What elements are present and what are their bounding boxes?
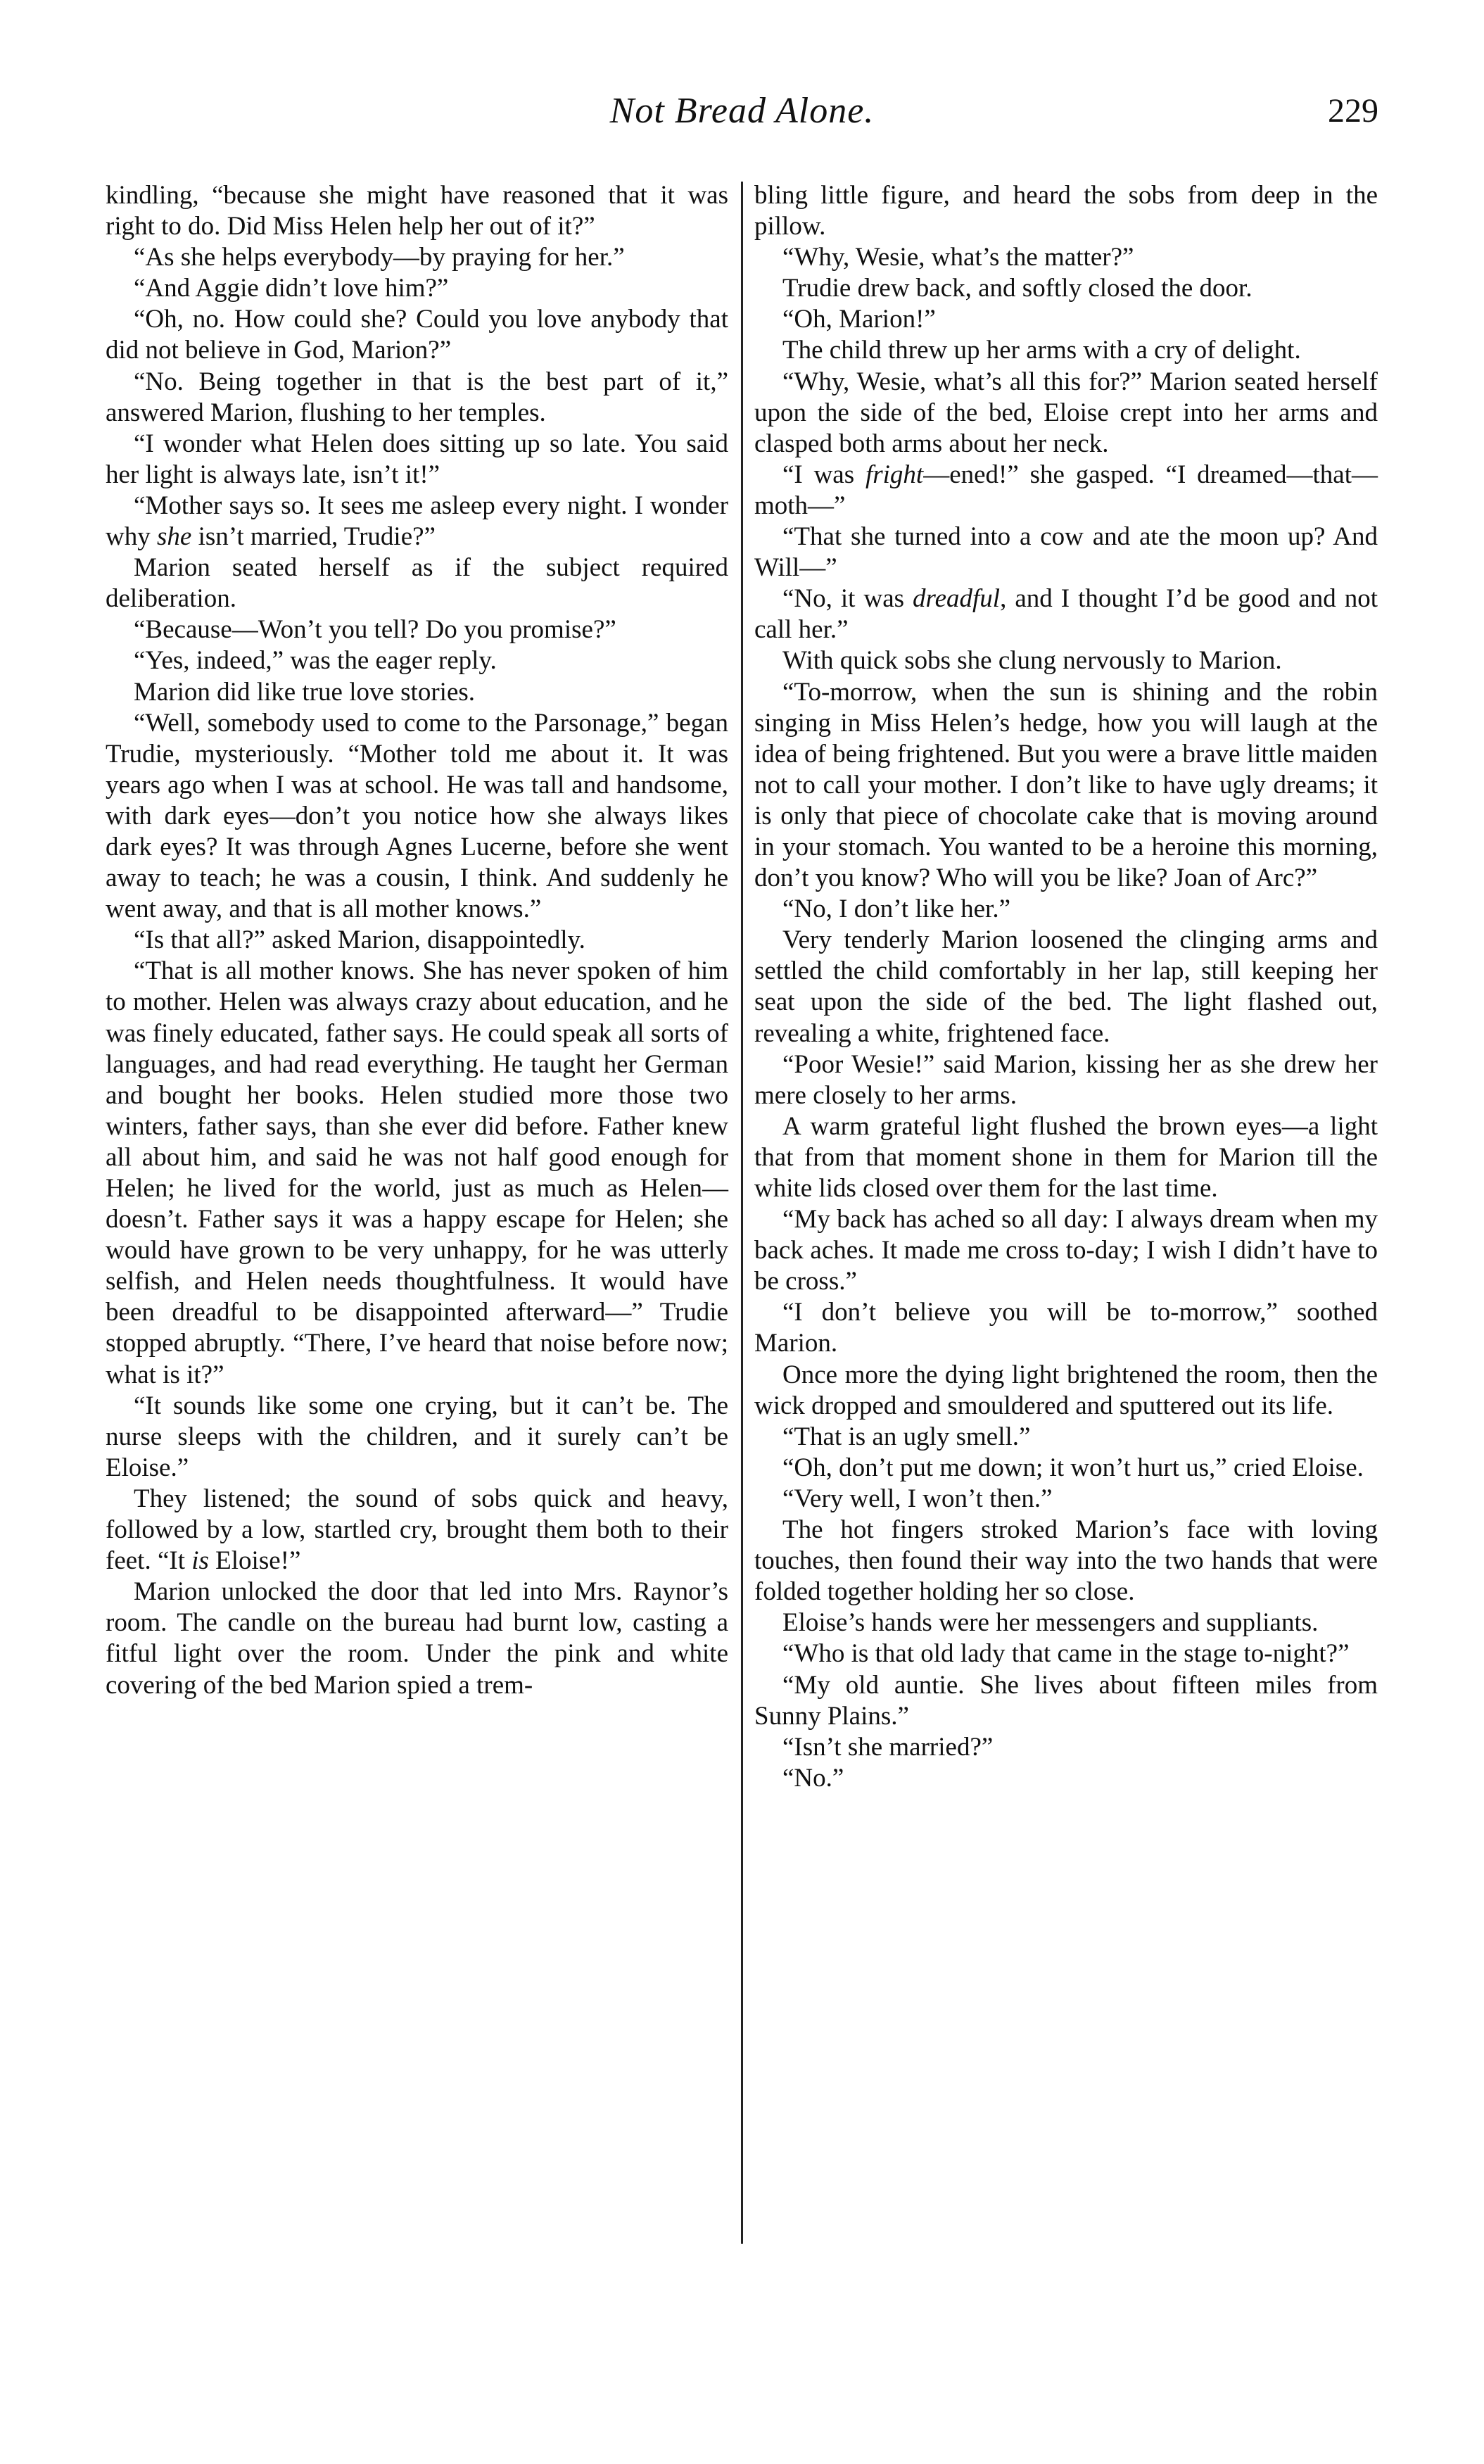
paragraph: Marion did like true love stories. — [134, 677, 476, 707]
paragraph: “Is that all?” asked Marion, disappointedly. — [134, 925, 585, 955]
paragraph — [754, 460, 1378, 522]
paragraph — [754, 583, 1378, 645]
paragraph: “Oh, no. How could she? Could you love anybody that did not believe in God, Marion?” — [106, 305, 728, 365]
paragraph: “Oh, Marion!” — [782, 305, 936, 334]
running-title: Not Bread Alone. — [609, 91, 875, 131]
paragraph-text: Eloise!” — [208, 1546, 301, 1576]
paragraph: “My old auntie. She lives about fifteen miles from Sunny Plains.” — [754, 1670, 1378, 1731]
paragraph: “That she turned into a cow and ate the moon up? And Will—” — [754, 522, 1378, 583]
paragraph: “I wonder what Helen does sitting up so late. You said her light is always late, isn’t it!” — [106, 429, 728, 489]
paragraph: kindling, “because she might have reasoned that it was right to do. Did Miss Helen help her out of it?” — [106, 181, 728, 241]
paragraph: “Well, somebody used to come to the Parsonage,” began Trudie, mysteriously. “Mother told me about it. It was years ago when I was at school. He was tall and handsome, with dark eyes—don’t you notice how she always likes dark eyes? It was through Agnes Lucerne, before she went away to teach; he was a cousin, I think. And suddenly he went away, and that is all mother knows.” — [106, 708, 728, 924]
paragraph: “Who is that old lady that came in the stage to-night?” — [782, 1639, 1350, 1669]
paragraph: “Why, Wesie, what’s all this for?” Marion seated herself upon the side of the bed, Eloise crept into her arms and clasped both arms about her neck. — [754, 367, 1378, 458]
paragraph: “To-morrow, when the sun is shining and the robin singing in Miss Helen’s hedge, how you will laugh at the idea of being frightened. But you were a brave little maiden not to call your mother. I don’t like to have ugly dreams; it is only that piece of chocolate cake that is moving around in your stomach. You wanted to be a heroine this morning, don’t you know? Who will you be like? Joan of Arc?” — [754, 677, 1378, 893]
paragraph: Trudie drew back, and softly closed the door. — [782, 274, 1252, 303]
paragraph-text: , and I thought I’d be good and not call her.” — [754, 584, 1378, 645]
left-column — [106, 180, 728, 1701]
paragraph: The hot fingers stroked Marion’s face with loving touches, then found their way into the two hands that were folded together holding her so close. — [754, 1515, 1378, 1607]
paragraph: Once more the dying light brightened the room, then the wick dropped and smouldered and sputtered out its life. — [754, 1360, 1378, 1420]
paragraph-text: isn’t married, Trudie?” — [191, 522, 436, 552]
paragraph: “That is an ugly smell.” — [782, 1422, 1031, 1451]
paragraph-text: “No, it was — [782, 584, 913, 614]
paragraph: “No.” — [782, 1763, 844, 1793]
paragraph: “No. Being together in that is the best part of it,” answered Marion, flushing to her temples. — [106, 367, 728, 427]
paragraph: “Isn’t she married?” — [782, 1732, 994, 1762]
paragraph: “Very well, I won’t then.” — [782, 1484, 1053, 1513]
paragraph: “No, I don’t like her.” — [782, 895, 1011, 924]
paragraph: “And Aggie didn’t love him?” — [134, 274, 449, 303]
italic-emphasis: dreadful — [913, 584, 1001, 614]
italic-emphasis: is — [191, 1546, 209, 1576]
paragraph: With quick sobs she clung nervously to Marion. — [782, 646, 1282, 676]
paragraph-text: “I was — [782, 460, 865, 489]
paragraph: “Yes, indeed,” was the eager reply. — [134, 646, 497, 676]
paragraph: “Poor Wesie!” said Marion, kissing her as she drew her mere closely to her arms. — [754, 1049, 1378, 1110]
paragraph: “My back has ached so all day: I always dream when my back aches. It made me cross to-day; I wish I didn’t have to be cross.” — [754, 1205, 1378, 1296]
italic-emphasis: she — [156, 522, 192, 552]
paragraph: A warm grateful light flushed the brown eyes—a light that from that moment shone in them for Marion till the white lids closed over them for the last time. — [754, 1111, 1378, 1203]
paragraph: The child threw up her arms with a cry of delight. — [782, 336, 1301, 365]
paragraph: Very tenderly Marion loosened the clinging arms and settled the child comfortably in her lap, still keeping her seat upon the side of the bed. The light flashed out, revealing a white, frightened face. — [754, 925, 1378, 1048]
paragraph: “Because—Won’t you tell? Do you promise?” — [134, 615, 616, 645]
paragraph-text: They listened; the sound of sobs quick and heavy, followed by a low, startled cry, brought them both to their feet. “It — [106, 1484, 728, 1576]
paragraph: bling little figure, and heard the sobs from deep in the pillow. — [754, 181, 1378, 241]
page-number: 229 — [1328, 92, 1378, 129]
paragraph: Marion unlocked the door that led into Mrs. Raynor’s room. The candle on the bureau had burnt low, casting a fitful light over the room. Under the pink and white covering of the bed Marion spied a trem- — [106, 1577, 728, 1700]
paragraph: Eloise’s hands were her messengers and suppliants. — [782, 1608, 1319, 1638]
paragraph: “That is all mother knows. She has never spoken of him to mother. Helen was always crazy about education, and he was finely educated, father says. He could speak all sorts of languages, and had read everything. He taught her German and bought her books. Helen studied more those two winters, father says, than she ever did before. Father knew all about him, and said he was not half good enough for Helen; he lived for the world, just as much as Helen—doesn’t. Father says it was a happy escape for Helen; she would have grown to be very unhappy, for he was utterly selfish, and Helen needs thoughtfulness. It would have been dreadful to be disappointed afterward—” Trudie stopped abruptly. “There, I’ve heard that noise before now; what is it?” — [106, 956, 728, 1389]
paragraph: “As she helps everybody—by praying for her.” — [134, 243, 625, 272]
paragraph-text: “Mother says so. It sees me asleep every night. I wonder why — [106, 491, 728, 552]
running-head — [0, 90, 1484, 146]
italic-emphasis: fright — [865, 460, 924, 489]
paragraph: “Why, Wesie, what’s the matter?” — [782, 243, 1134, 272]
paragraph: “Oh, don’t put me down; it won’t hurt us,” cried Eloise. — [782, 1453, 1364, 1482]
column-divider — [741, 182, 743, 2244]
right-column — [754, 180, 1378, 1794]
paragraph: “It sounds like some one crying, but it can’t be. The nurse sleeps with the children, and it surely can’t be Eloise.” — [106, 1391, 728, 1482]
paragraph-text: —ened!” she gasped. “I dreamed—that—moth—” — [754, 460, 1378, 520]
paragraph — [106, 491, 728, 552]
paragraph: “I don’t believe you will be to-morrow,” soothed Marion. — [754, 1298, 1378, 1358]
paragraph — [106, 1484, 728, 1577]
paragraph: Marion seated herself as if the subject required deliberation. — [106, 553, 728, 614]
